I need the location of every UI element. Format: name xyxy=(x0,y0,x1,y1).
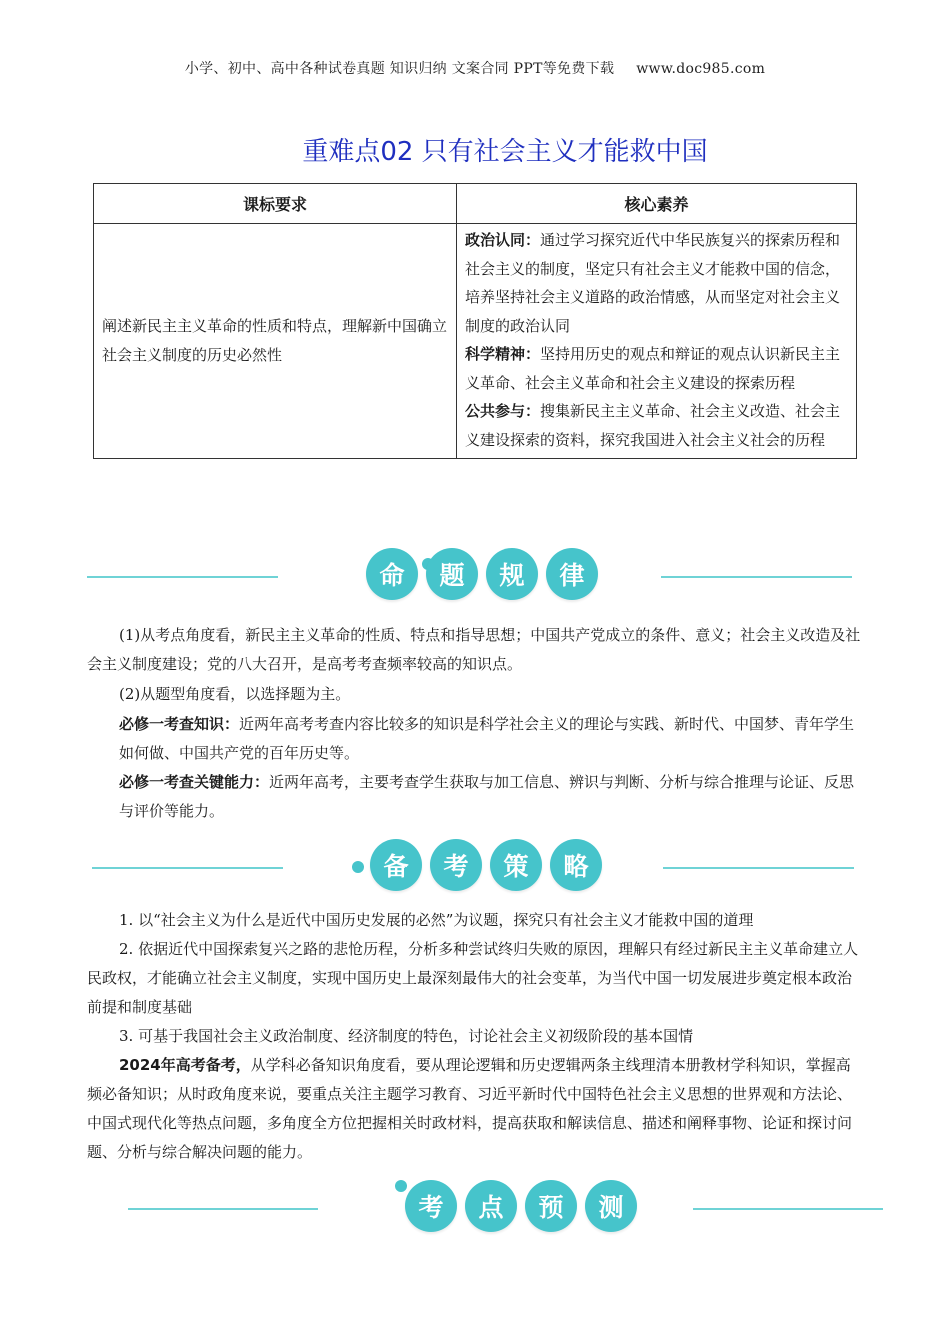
section-char: 律 xyxy=(546,548,598,600)
competency-item xyxy=(465,226,848,340)
strategy-item-3: 3. 可基于我国社会主义政治制度、经济制度的特色，讨论社会主义初级阶段的基本国情 xyxy=(119,1027,694,1045)
competency-label: 科学精神： xyxy=(465,345,541,363)
requirement-cell: 阐述新民主主义革命的性质和特点，理解新中国确立社会主义制度的历史必然性 xyxy=(94,224,457,459)
divider-left xyxy=(92,867,283,869)
col-header-requirement: 课标要求 xyxy=(94,184,457,224)
section-char: 考 xyxy=(405,1180,457,1232)
section-char: 策 xyxy=(490,839,542,891)
section-char: 题 xyxy=(426,548,478,600)
section-char: 点 xyxy=(465,1180,517,1232)
section-banner-beikao xyxy=(0,839,950,899)
section-char: 测 xyxy=(585,1180,637,1232)
requirements-table xyxy=(93,183,857,459)
section-banner-kaodian xyxy=(0,1180,950,1240)
section-banner-mingti xyxy=(0,548,950,608)
competency-cell xyxy=(457,224,857,459)
mingti-para-1: (1)从考点角度看，新民主主义革命的性质、特点和指导思想；中国共产党成立的条件、意义；社会主义改造及社会主义制度建设；党的八大召开，是高考考查频率较高的知识点。 xyxy=(87,626,861,673)
competency-text: 坚持用历史的观点和辩证的观点认识新民主主义革命、社会主义革命和社会主义建设的探索历程 xyxy=(465,345,841,392)
strategy-item-4 xyxy=(87,1051,865,1167)
divider-left xyxy=(128,1208,318,1210)
para-label: 必修一考查关键能力： xyxy=(119,773,270,791)
table-header-row xyxy=(94,184,857,224)
decor-dot xyxy=(352,861,364,873)
section-char: 规 xyxy=(486,548,538,600)
section-char: 考 xyxy=(430,839,482,891)
divider-left xyxy=(87,576,278,578)
para-label: 必修一考查知识： xyxy=(119,715,240,733)
competency-label: 政治认同： xyxy=(465,231,541,249)
section-char: 备 xyxy=(370,839,422,891)
col-header-competency: 核心素养 xyxy=(457,184,857,224)
site-banner xyxy=(0,58,950,78)
para-text: 近两年高考，主要考查学生获取与加工信息、辨识与判断、分析与综合推理与论证、反思与评价等能力。 xyxy=(119,773,855,820)
mingti-para-3 xyxy=(119,710,865,768)
mingti-para-4 xyxy=(119,768,865,826)
competency-label: 公共参与： xyxy=(465,402,541,420)
divider-right xyxy=(663,867,854,869)
section-char: 预 xyxy=(525,1180,577,1232)
competency-text: 搜集新民主主义革命、社会主义改造、社会主义建设探索的资料，探究我国进入社会主义社会的历程 xyxy=(465,402,841,449)
strategy-item-1: 1. 以“社会主义为什么是近代中国历史发展的必然”为议题，探究只有社会主义才能救中国的道理 xyxy=(119,911,754,929)
section-char: 命 xyxy=(366,548,418,600)
competency-item xyxy=(465,340,848,397)
mingti-para-2: (2)从题型角度看，以选择题为主。 xyxy=(119,685,351,703)
para-text: 从学科必备知识角度看，要从理论逻辑和历史逻辑两条主线理清本册教材学科知识，掌握高频必备知识；从时政角度来说，要重点关注主题学习教育、习近平新时代中国特色社会主义思想的世界观和方法论、中国式现代化等热点问题，多角度全方位把握相关时政材料，提高获取和解读信息、描述和阐释事物、论证和探讨问题、分析与综合解决问题的能力。 xyxy=(87,1056,853,1161)
banner-text: 小学、初中、高中各种试卷真题 知识归纳 文案合同 PPT等免费下载 xyxy=(184,61,615,77)
page-title: 重难点02 只有社会主义才能救中国 xyxy=(302,137,708,167)
strategy-item-2: 2. 依据近代中国探索复兴之路的悲怆历程，分析多种尝试终归失败的原因，理解只有经过新民主主义革命建立人民政权，才能确立社会主义制度，实现中国历史上最深刻最伟大的社会变革，为当代中国一切发展进步奠定根本政治前提和制度基础 xyxy=(87,940,859,1016)
competency-text: 通过学习探究近代中华民族复兴的探索历程和社会主义的制度，坚定只有社会主义才能救中国的信念，培养坚持社会主义道路的政治情感，从而坚定对社会主义制度的政治认同 xyxy=(465,231,841,335)
para-label: 2024年高考备考， xyxy=(119,1056,251,1074)
section-char: 略 xyxy=(550,839,602,891)
divider-right xyxy=(661,576,852,578)
table-row xyxy=(94,224,857,459)
banner-url[interactable]: www.doc985.com xyxy=(636,61,766,77)
para-text: 近两年高考考查内容比较多的知识是科学社会主义的理论与实践、新时代、中国梦、青年学生如何做、中国共产党的百年历史等。 xyxy=(119,715,855,762)
competency-item xyxy=(465,397,848,454)
divider-right xyxy=(693,1208,883,1210)
